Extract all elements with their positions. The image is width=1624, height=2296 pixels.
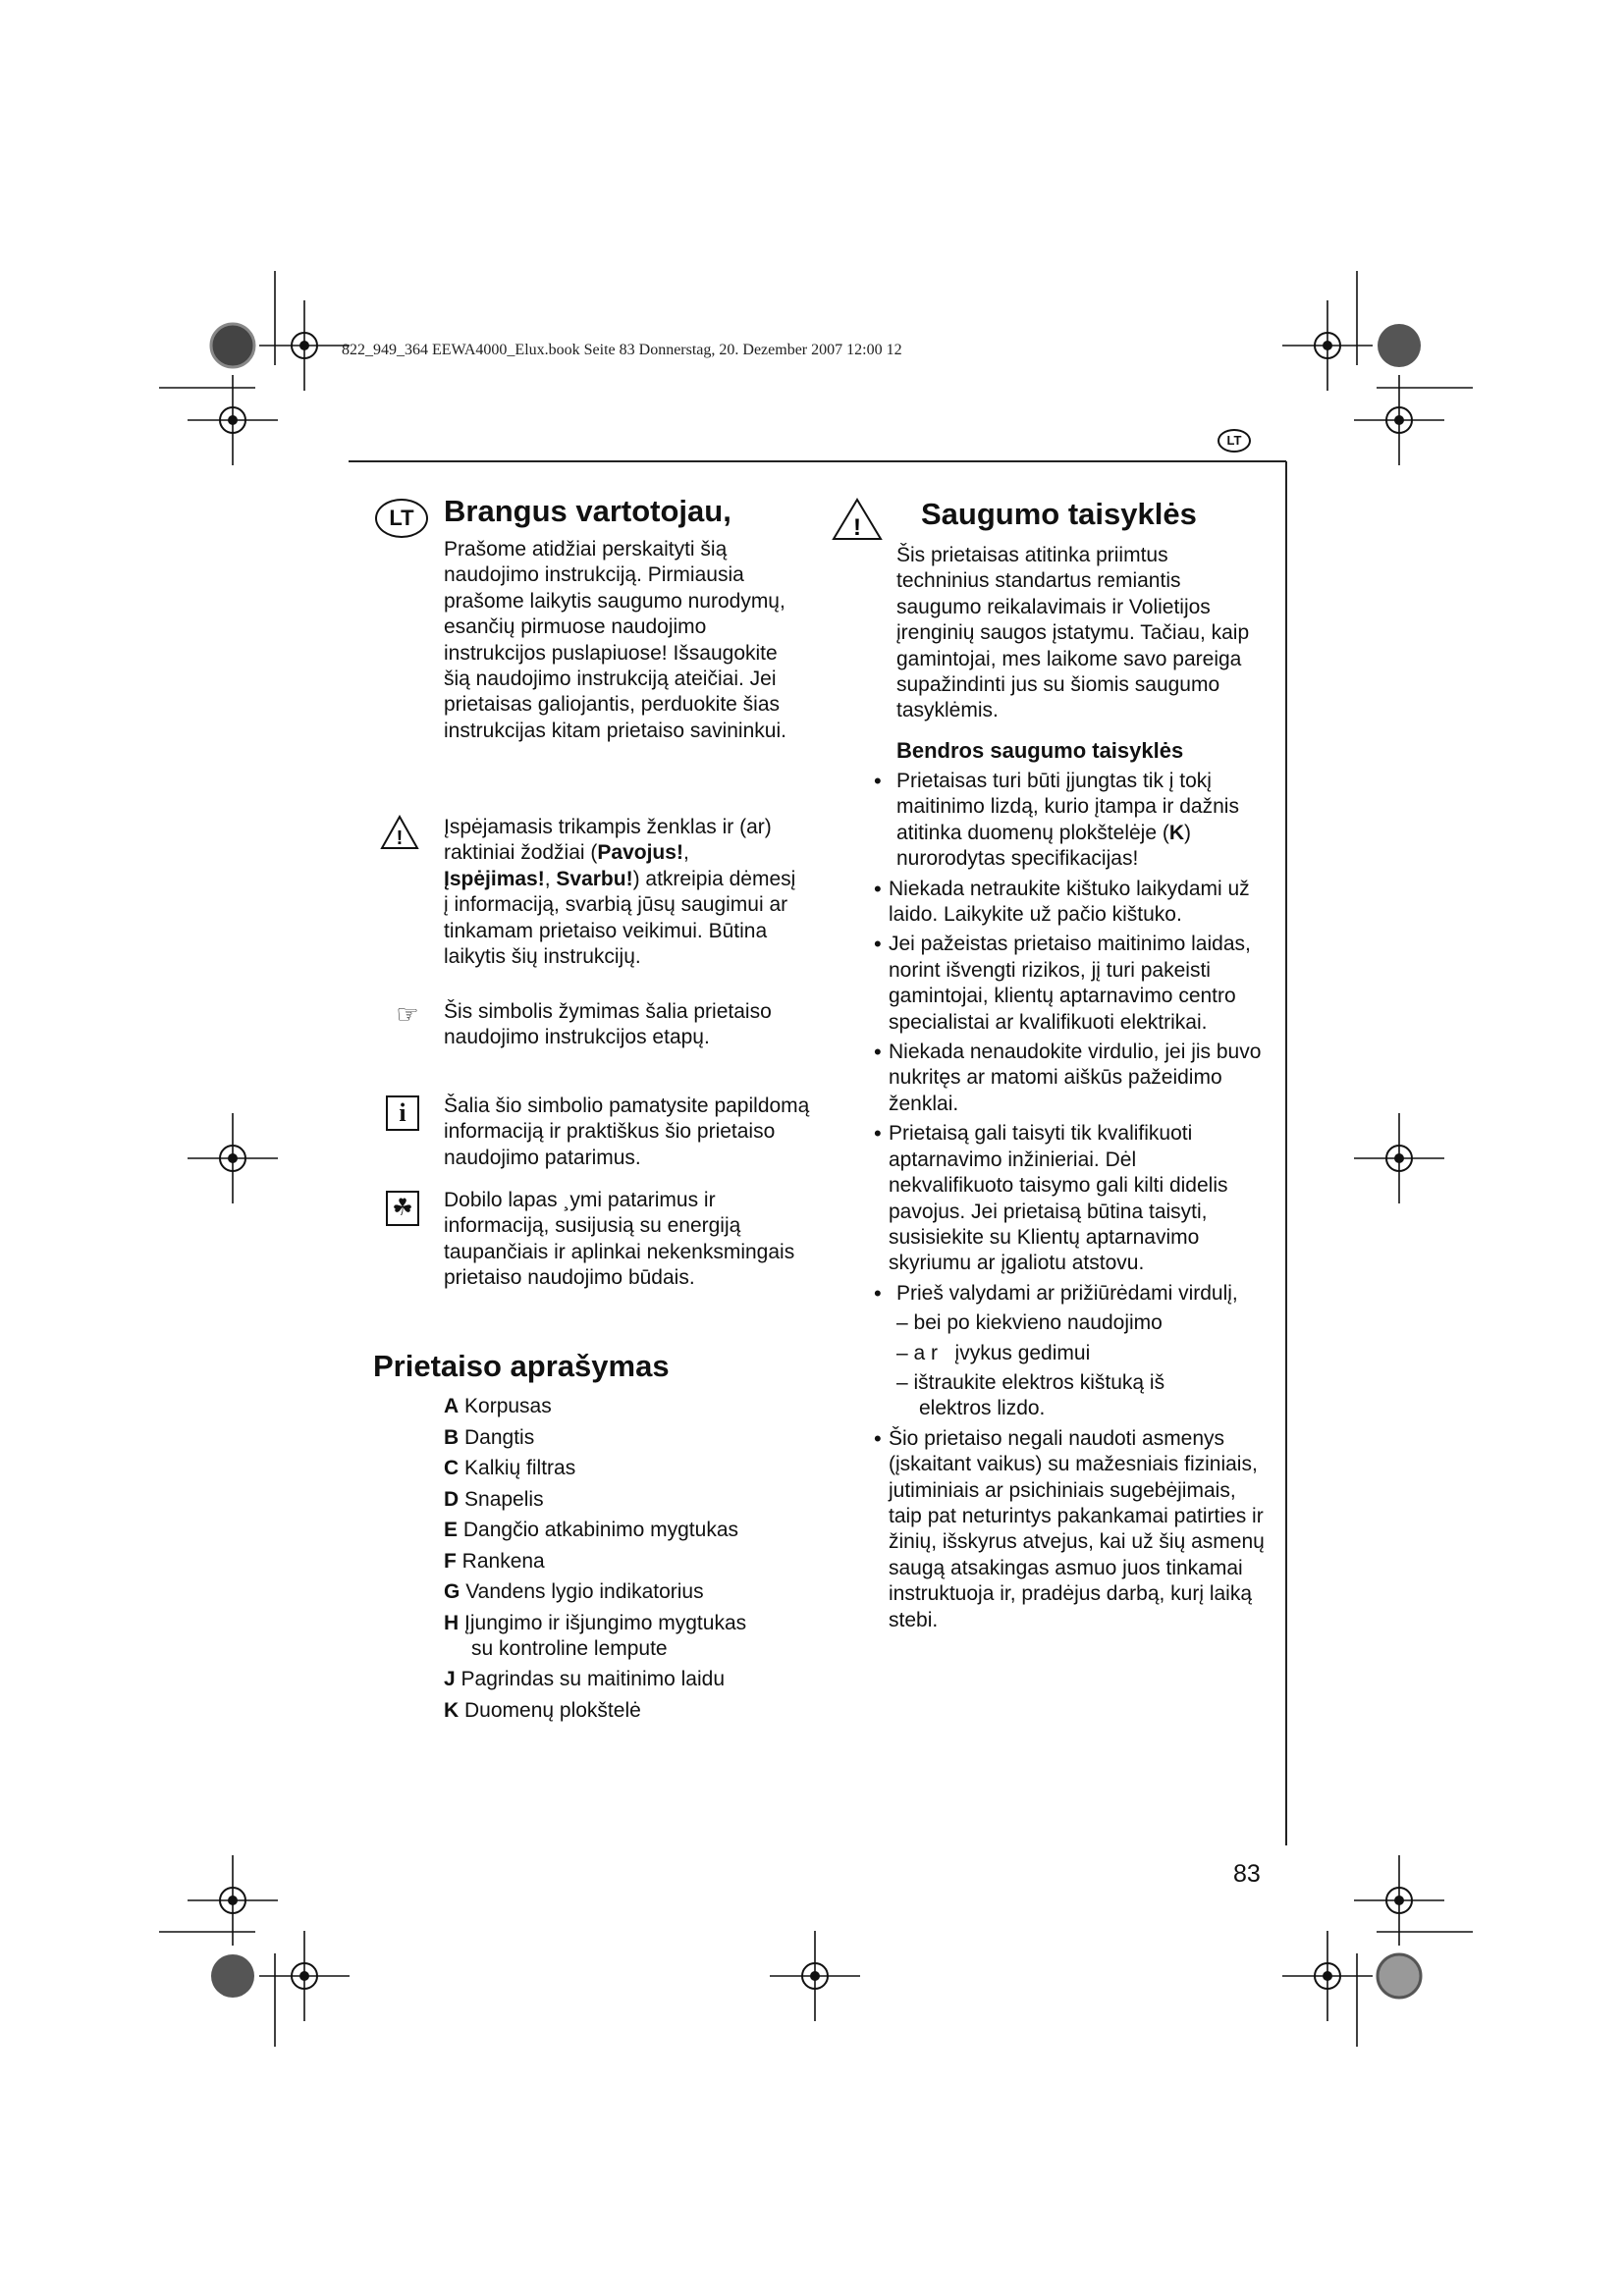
hand-symbol-paragraph: Šis simbolis žymimas šalia prietaiso naudojimo instrukcijos etapų. [444,1000,772,1049]
part-item: B Dangtis [444,1425,535,1449]
part-item: A Korpusas [444,1395,552,1417]
part-item: E Dangčio atkabinimo mygtukas [444,1519,738,1541]
file-info-line: 822_949_364 EEWA4000_Elux.book Seite 83 Donnerstag, 20. Dezember 2007 12:00 12 [342,342,902,358]
left-title: Brangus vartotojau, [444,494,731,528]
intro-paragraph: Prašome atidžiai perskaityti šią naudojimo instrukciją. Pirmiausia prašome laikytis saugumo nurodymų, esančių pirmuose naudojimo instrukcijos puslapiuose! Išsaugokite šią naudojimo instrukciją ateičiai. Jei prietaisas galiojantis, perduokite šias instrukcijas kitam prietaiso savininkui. [444,538,786,742]
part-item: J Pagrindas su maitinimo laidu [444,1668,725,1690]
list-item: • Prietaisą gali taisyti tik kvalifikuoti aptarnavimo inžinieriai. Dėl nekvalifikuoto taisymo gali kilti didelis pavojus. Jei prietaisą būtina taisyti, susisiekite su Klientų aptarnavimo skyriumu ar įgaliotu atstovu. [874,1121,1228,1275]
language-badge-top: LT [1218,429,1251,453]
warning-triangle-icon [832,498,883,541]
safety-title: Saugumo taisyklės [921,497,1197,531]
list-item: • Prieš valydami ar prižiūrėdami virdulį, – bei po kiekvieno naudojimo – a r įvykus gedimui – ištraukite elektros kištuką iš elektros lizdo. [874,1281,1267,1422]
clover-paragraph: Dobilo lapas ¸ymi patarimus ir informaciją, susijusią su energiją taupančiais ir aplinkai nekenksmingais prietaiso naudojimo būdais. [444,1189,795,1290]
list-item: • Prietaisas turi būti įjungtas tik į tokį maitinimo lizdą, kurio įtampa ir dažnis atitinka duomenų plokštelėje (K) nurorodytas specifikacijas! [874,769,1239,871]
general-safety-subtitle: Bendros saugumo taisyklės [896,738,1184,763]
part-item: K Duomenų plokštelė [444,1698,641,1722]
info-icon: i [386,1095,419,1131]
part-item: H Įjungimo ir išjungimo mygtukas [444,1611,747,1634]
part-item: G Vandens lygio indikatorius [444,1580,704,1603]
list-item: • Jei pažeistas prietaiso maitinimo laidas, norint išvengti rizikos, jį turi pakeisti gamintojai, klientų aptarnavimo centro specialistai ar kvalifikuoti elektrikai. [874,932,1251,1034]
parts-list [444,1394,817,1724]
svg-text:!: ! [396,828,404,849]
sub-item-continuation: elektros lizdo. [919,1397,1046,1420]
part-item: D Snapelis [444,1487,544,1511]
info-paragraph: Šalia šio simbolio pamatysite papildomą informaciją ir praktiškus šio prietaiso naudojimo patarimus. [444,1095,810,1169]
warning-triangle-icon [380,815,419,850]
svg-text:!: ! [853,514,861,541]
warning-paragraph: Įspėjamasis trikampis ženklas ir (ar) raktiniai žodžiai (Pavojus!, Įspėjimas!, Svarbu!) atkreipia dėmesį į informaciją, svarbią jūsų saugimui ar tinkamam prietaiso veikimui. Būtina laikytis šių instrukcijų. [444,816,796,969]
bottom-left-color-disc [211,1954,254,1998]
part-item: C Kalkių filtras [444,1457,576,1479]
sub-item: – ištraukite elektros kištuką iš [896,1370,1165,1394]
sub-item: – a r įvykus gedimui [896,1341,1091,1364]
list-item: • Niekada netraukite kištuko laikydami už laido. Laikykite už pačio kištuko. [874,876,1250,927]
list-item: • Niekada nenaudokite virdulio, jei jis buvo nukritęs ar matomi aiškūs pažeidimo ženklai. [874,1040,1262,1115]
part-item: F Rankena [444,1549,545,1573]
description-title: Prietaiso aprašymas [373,1349,670,1383]
list-item: • Šio prietaiso negali naudoti asmenys (įskaitant vaikus) su mažesniais fiziniais, jutiminiais ar psichiniais sugebėjimais, taip pat neturintys pakankamai patirties ir žinių, išskyrus atvejus, kai už šių asmenų saugą atsakingas asmuo juos tinkamai instruktuoja ir, pradėjus darbą, kurį laiką stebi. [874,1425,1265,1631]
safety-intro: Šis prietaisas atitinka priimtus techninius standartus remiantis saugumo reikalavimais ir Volietijos įrenginių saugos įstatymu. Tačiau, kaip gamintojai, mes laikome savo pareiga supažindinti jus su šiomis saugumo tasyklėmis. [896,544,1250,722]
clover-leaf-icon: ☘ [386,1191,419,1226]
sub-item: – bei po kiekvieno naudojimo [896,1311,1163,1335]
part-item-continuation: su kontroline lempute [471,1636,668,1660]
page-number: 83 [1233,1860,1261,1888]
top-right-color-disc [1378,324,1421,367]
bottom-right-color-disc [1378,1954,1421,1998]
pointing-hand-icon: ☞ [396,999,419,1029]
language-badge: LT [375,499,428,538]
safety-list [874,769,1267,1633]
top-left-color-disc [211,324,254,367]
